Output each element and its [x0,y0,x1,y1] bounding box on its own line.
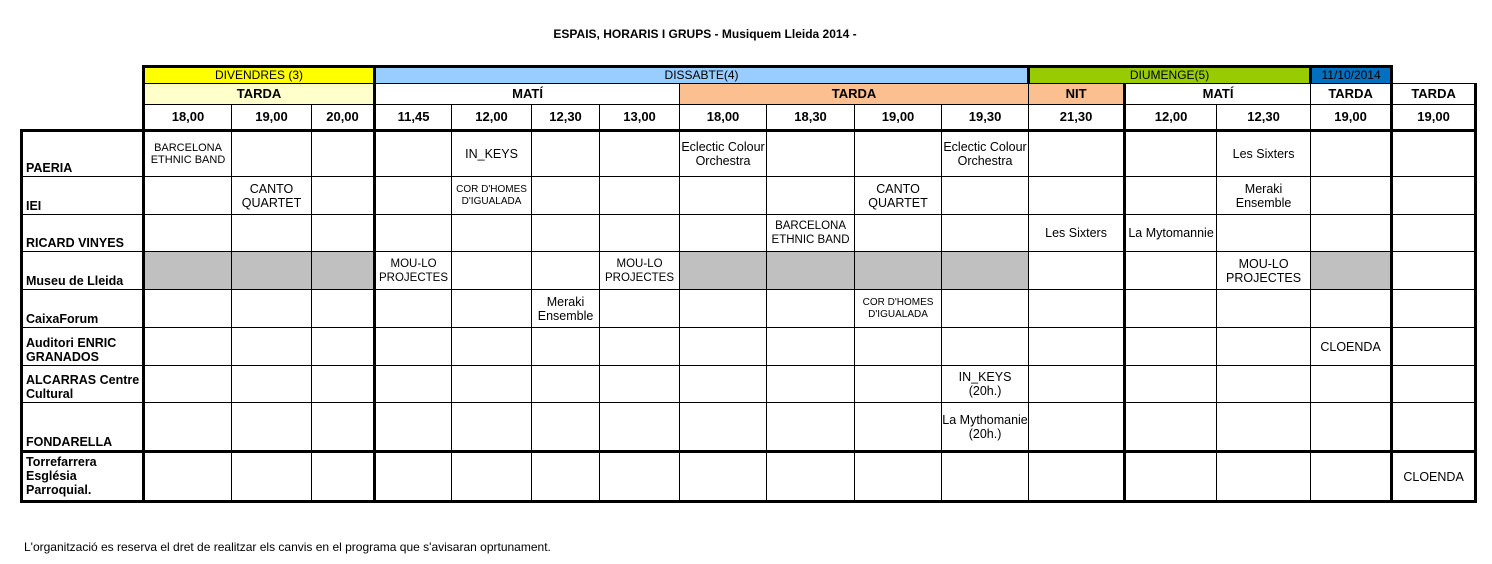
venue-caixaforum: CaixaForum [22,290,144,328]
event-cell: IN_KEYS (20h.) [942,366,1029,403]
time-cell: 18,00 [144,105,232,131]
day-dissabte: DISSABTE(4) [375,67,1029,84]
event-cell: BARCELONA ETHNIC BAND [144,131,232,177]
venue-ricard-vinyes: RICARD VINYES [22,215,144,252]
venue-torrefarrera: Torrefarrera Església Parroquial. [22,452,144,502]
event-cell: MOU-LO PROJECTES [600,252,680,290]
event-cell: MOU-LO PROJECTES [375,252,452,290]
event-cell: COR D'HOMES D'IGUALADA [855,290,942,328]
day-extra-date: 11/10/2014 [1311,67,1392,84]
page-title: ESPAIS, HORARIS I GRUPS - Musiquem Lleida 2014 - [553,27,857,41]
event-cell: BARCELONA ETHNIC BAND [767,215,855,252]
time-header-row [22,105,1476,131]
table-row [22,252,1476,290]
event-cell: La Mytomannie [1125,215,1217,252]
venue-auditori-enric-granados: Auditori ENRIC GRANADOS [22,328,144,366]
table-row [22,131,1476,177]
event-cell: Meraki Ensemble [532,290,600,328]
time-cell: 21,30 [1029,105,1125,131]
period-diumenge-mati: MATÍ [1125,84,1311,105]
period-dissabte-nit: NIT [1029,84,1125,105]
time-cell: 12,30 [532,105,600,131]
venue-paeria: PAERIA [22,131,144,177]
time-cell: 19,30 [942,105,1029,131]
table-row [22,452,1476,502]
time-cell: 19,00 [855,105,942,131]
time-cell: 19,00 [232,105,312,131]
event-cell: La Mythomanie (20h.) [942,403,1029,452]
table-row [22,328,1476,366]
venue-alcarras: ALCARRAS Centre Cultural [22,366,144,403]
event-cell: Eclectic Colour Orchestra [680,131,767,177]
event-cell: Les Sixters [1029,215,1125,252]
time-cell: 19,00 [1311,105,1392,131]
event-cell: Meraki Ensemble [1217,177,1311,215]
period-dissabte-tarda: TARDA [680,84,1029,105]
event-cell: IN_KEYS [452,131,532,177]
period-extra-tarda: TARDA [1392,84,1476,105]
event-cell: CANTO QUARTET [232,177,312,215]
venue-museu-lleida: Museu de Lleida [22,252,144,290]
event-cell: COR D'HOMES D'IGUALADA [452,177,532,215]
period-header-row [22,84,1476,105]
event-cell: CANTO QUARTET [855,177,942,215]
venue-fondarella: FONDARELLA [22,403,144,452]
time-cell: 18,00 [680,105,767,131]
period-divendres-tarda: TARDA [144,84,375,105]
event-cell: Les Sixters [1217,131,1311,177]
table-row [22,215,1476,252]
table-row [22,177,1476,215]
period-diumenge-tarda: TARDA [1311,84,1392,105]
time-cell: 12,00 [1125,105,1217,131]
event-cell: CLOENDA [1311,328,1392,366]
event-cell: CLOENDA [1392,452,1476,502]
venue-iei: IEI [22,177,144,215]
time-cell: 11,45 [375,105,452,131]
time-cell: 13,00 [600,105,680,131]
time-cell: 18,30 [767,105,855,131]
table-row [22,403,1476,452]
event-cell: Eclectic Colour Orchestra [942,131,1029,177]
schedule-table [20,65,1477,503]
table-row [22,290,1476,328]
day-diumenge: DIUMENGE(5) [1029,67,1311,84]
footer-note: L'organització es reserva el dret de realitzar els canvis en el programa que s'avisaran oprtunament. [24,540,551,554]
period-dissabte-mati: MATÍ [375,84,680,105]
day-header-row [22,67,1476,84]
time-cell: 12,30 [1217,105,1311,131]
time-cell: 19,00 [1392,105,1476,131]
event-cell: MOU-LO PROJECTES [1217,252,1311,290]
time-cell: 12,00 [452,105,532,131]
day-divendres: DIVENDRES (3) [144,67,375,84]
time-cell: 20,00 [312,105,375,131]
table-row [22,366,1476,403]
